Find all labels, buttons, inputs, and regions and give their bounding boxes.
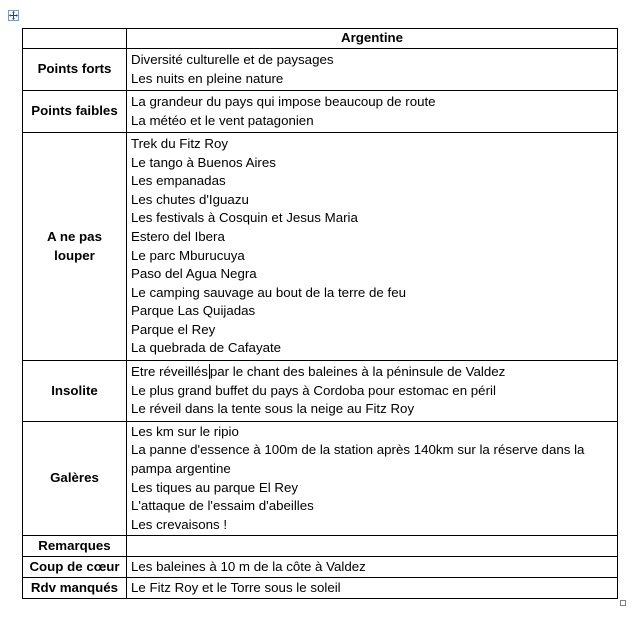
row-header-line: A ne pas <box>47 228 102 244</box>
row-content-insolite[interactable] <box>127 361 618 422</box>
list-item: La quebrada de Cafayate <box>131 340 282 356</box>
list-item: La panne d'essence à 100m de la station après 140km sur la réserve dans la pampa argentine <box>131 442 585 476</box>
row-header-galeres[interactable]: Galères <box>23 422 127 536</box>
table-resize-handle-icon[interactable] <box>620 600 626 606</box>
table-row <box>23 578 618 599</box>
table-row <box>23 49 618 91</box>
table-header-row <box>23 29 618 49</box>
table-move-handle-icon[interactable] <box>8 10 19 21</box>
list-item: Les crevaisons ! <box>131 516 228 532</box>
row-content-galeres[interactable] <box>127 422 618 536</box>
list-item: Parque el Rey <box>131 321 216 337</box>
row-header-coup-de-coeur[interactable]: Coup de cœur <box>23 557 127 578</box>
row-content-remarques[interactable] <box>127 536 618 557</box>
table-row <box>23 422 618 536</box>
list-item: Les festivals à Cosquin et Jesus Maria <box>131 210 358 226</box>
row-header-remarques[interactable]: Remarques <box>23 536 127 557</box>
list-item: Le plus grand buffet du pays à Cordoba pour estomac en péril <box>131 382 496 398</box>
table-row <box>23 91 618 133</box>
list-item: La grandeur du pays qui impose beaucoup de route <box>131 93 436 109</box>
row-header-insolite[interactable]: Insolite <box>23 361 127 422</box>
text-run: Etre réveillés <box>131 364 208 380</box>
empty-corner-cell[interactable] <box>23 29 127 49</box>
list-item: La météo et le vent patagonien <box>131 112 314 128</box>
list-item: Les chutes d'Iguazu <box>131 191 249 207</box>
row-header-points-forts[interactable]: Points forts <box>23 49 127 91</box>
list-item: Parque Las Quijadas <box>131 303 256 319</box>
text-run: par le chant des baleines à la péninsule de Valdez <box>209 364 506 380</box>
list-item: Les tiques au parque El Rey <box>131 479 299 495</box>
travel-summary-table <box>22 28 618 599</box>
table-row <box>23 536 618 557</box>
row-header-rdv-manques[interactable]: Rdv manqués <box>23 578 127 599</box>
row-content-points-forts[interactable] <box>127 49 618 91</box>
list-item: Paso del Agua Negra <box>131 266 257 282</box>
list-item: Trek du Fitz Roy <box>131 135 229 151</box>
list-item: Les baleines à 10 m de la côte à Valdez <box>131 558 366 574</box>
row-header-line: louper <box>54 247 95 263</box>
list-item: Le camping sauvage au bout de la terre de feu <box>131 284 406 300</box>
list-item: L'attaque de l'essaim d'abeilles <box>131 498 314 514</box>
list-item: Le réveil dans la tente sous la neige au Fitz Roy <box>131 401 415 417</box>
table-row <box>23 557 618 578</box>
row-content-rdv-manques[interactable] <box>127 578 618 599</box>
list-item: Le tango à Buenos Aires <box>131 154 276 170</box>
list-item: Le Fitz Roy et le Torre sous le soleil <box>131 579 341 595</box>
list-item: Diversité culturelle et de paysages <box>131 51 334 67</box>
list-item <box>131 363 613 382</box>
row-content-points-faibles[interactable] <box>127 91 618 133</box>
list-item: Le parc Mburucuya <box>131 247 245 263</box>
row-header-points-faibles[interactable]: Points faibles <box>23 91 127 133</box>
row-content-a-ne-pas-louper[interactable] <box>127 133 618 361</box>
list-item: Estero del Ibera <box>131 228 225 244</box>
country-heading[interactable]: Argentine <box>127 29 618 49</box>
table-row <box>23 133 618 361</box>
list-item: Les km sur le ripio <box>131 423 239 439</box>
row-header-a-ne-pas-louper[interactable] <box>23 133 127 361</box>
row-content-coup-de-coeur[interactable] <box>127 557 618 578</box>
table-row <box>23 361 618 422</box>
list-item: Les nuits en pleine nature <box>131 70 284 86</box>
list-item: Les empanadas <box>131 173 226 189</box>
